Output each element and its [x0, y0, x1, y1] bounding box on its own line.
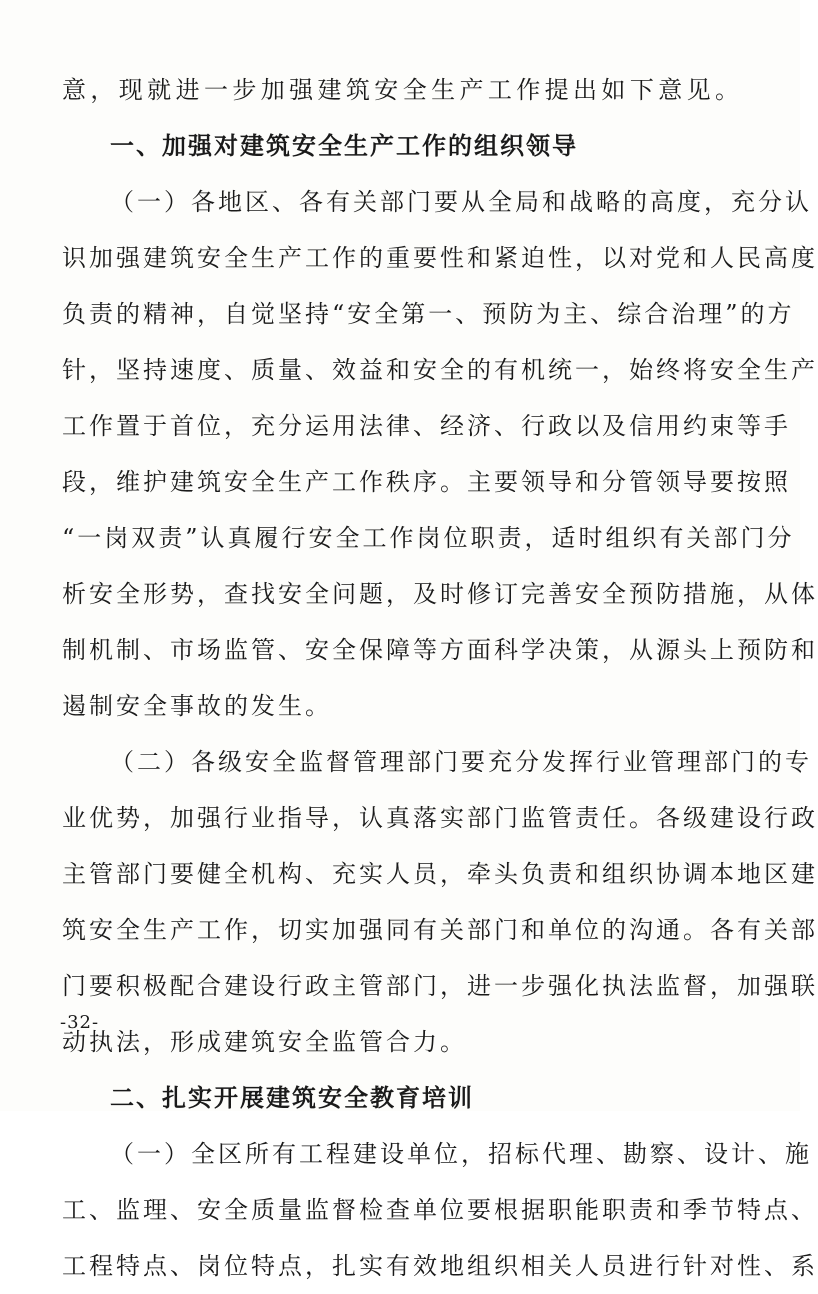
paragraph-line: 动执法，形成建筑安全监管合力。 [62, 1028, 467, 1056]
paragraph-line: 主管部门要健全机构、充实人员，牵头负责和组织协调本地区建 [62, 860, 818, 888]
paragraph-first-line: （一）各地区、各有关部门要从全局和战略的高度，充分认 [110, 188, 812, 216]
paragraph-first-line: （一）全区所有工程建设单位，招标代理、勘察、设计、施 [110, 1140, 812, 1168]
paragraph-line: 针，坚持速度、质量、效益和安全的有机统一，始终将安全生产 [62, 356, 818, 384]
paragraph-line: 筑安全生产工作，切实加强同有关部门和单位的沟通。各有关部 [62, 916, 818, 944]
paragraph-line: 工作置于首位，充分运用法律、经济、行政以及信用约束等手 [62, 412, 791, 440]
section-heading: 二、扎实开展建筑安全教育培训 [110, 1084, 474, 1112]
section-heading: 一、加强对建筑安全生产工作的组织领导 [110, 132, 578, 160]
page-number: -32- [60, 1012, 100, 1033]
paragraph-line: “一岗双责”认真履行安全工作岗位职责，适时组织有关部门分 [62, 524, 795, 552]
paragraph-line: 门要积极配合建设行政主管部门，进一步强化执法监督，加强联 [62, 972, 818, 1000]
paragraph-first-line: （二）各级安全监督管理部门要充分发挥行业管理部门的专 [110, 748, 812, 776]
paragraph-line: 遏制安全事故的发生。 [62, 692, 332, 720]
paragraph-line: 负责的精神，自觉坚持“安全第一、预防为主、综合治理”的方 [62, 300, 795, 328]
paragraph-line: 段，维护建筑安全生产工作秩序。主要领导和分管领导要按照 [62, 468, 791, 496]
paragraph-line: 析安全形势，查找安全问题，及时修订完善安全预防措施，从体 [62, 580, 818, 608]
document-body [62, 62, 818, 1294]
paragraph-line: 业优势，加强行业指导，认真落实部门监管责任。各级建设行政 [62, 804, 818, 832]
paragraph-line: 工、监理、安全质量监督检查单位要根据职能职责和季节特点、 [62, 1196, 818, 1224]
paragraph-line: 意，现就进一步加强建筑安全生产工作提出如下意见。 [62, 76, 742, 104]
paragraph-line: 识加强建筑安全生产工作的重要性和紧迫性，以对党和人民高度 [62, 244, 818, 272]
paragraph-line: 制机制、市场监管、安全保障等方面科学决策，从源头上预防和 [62, 636, 818, 664]
paragraph-line: 工程特点、岗位特点，扎实有效地组织相关人员进行针对性、系 [62, 1252, 818, 1280]
